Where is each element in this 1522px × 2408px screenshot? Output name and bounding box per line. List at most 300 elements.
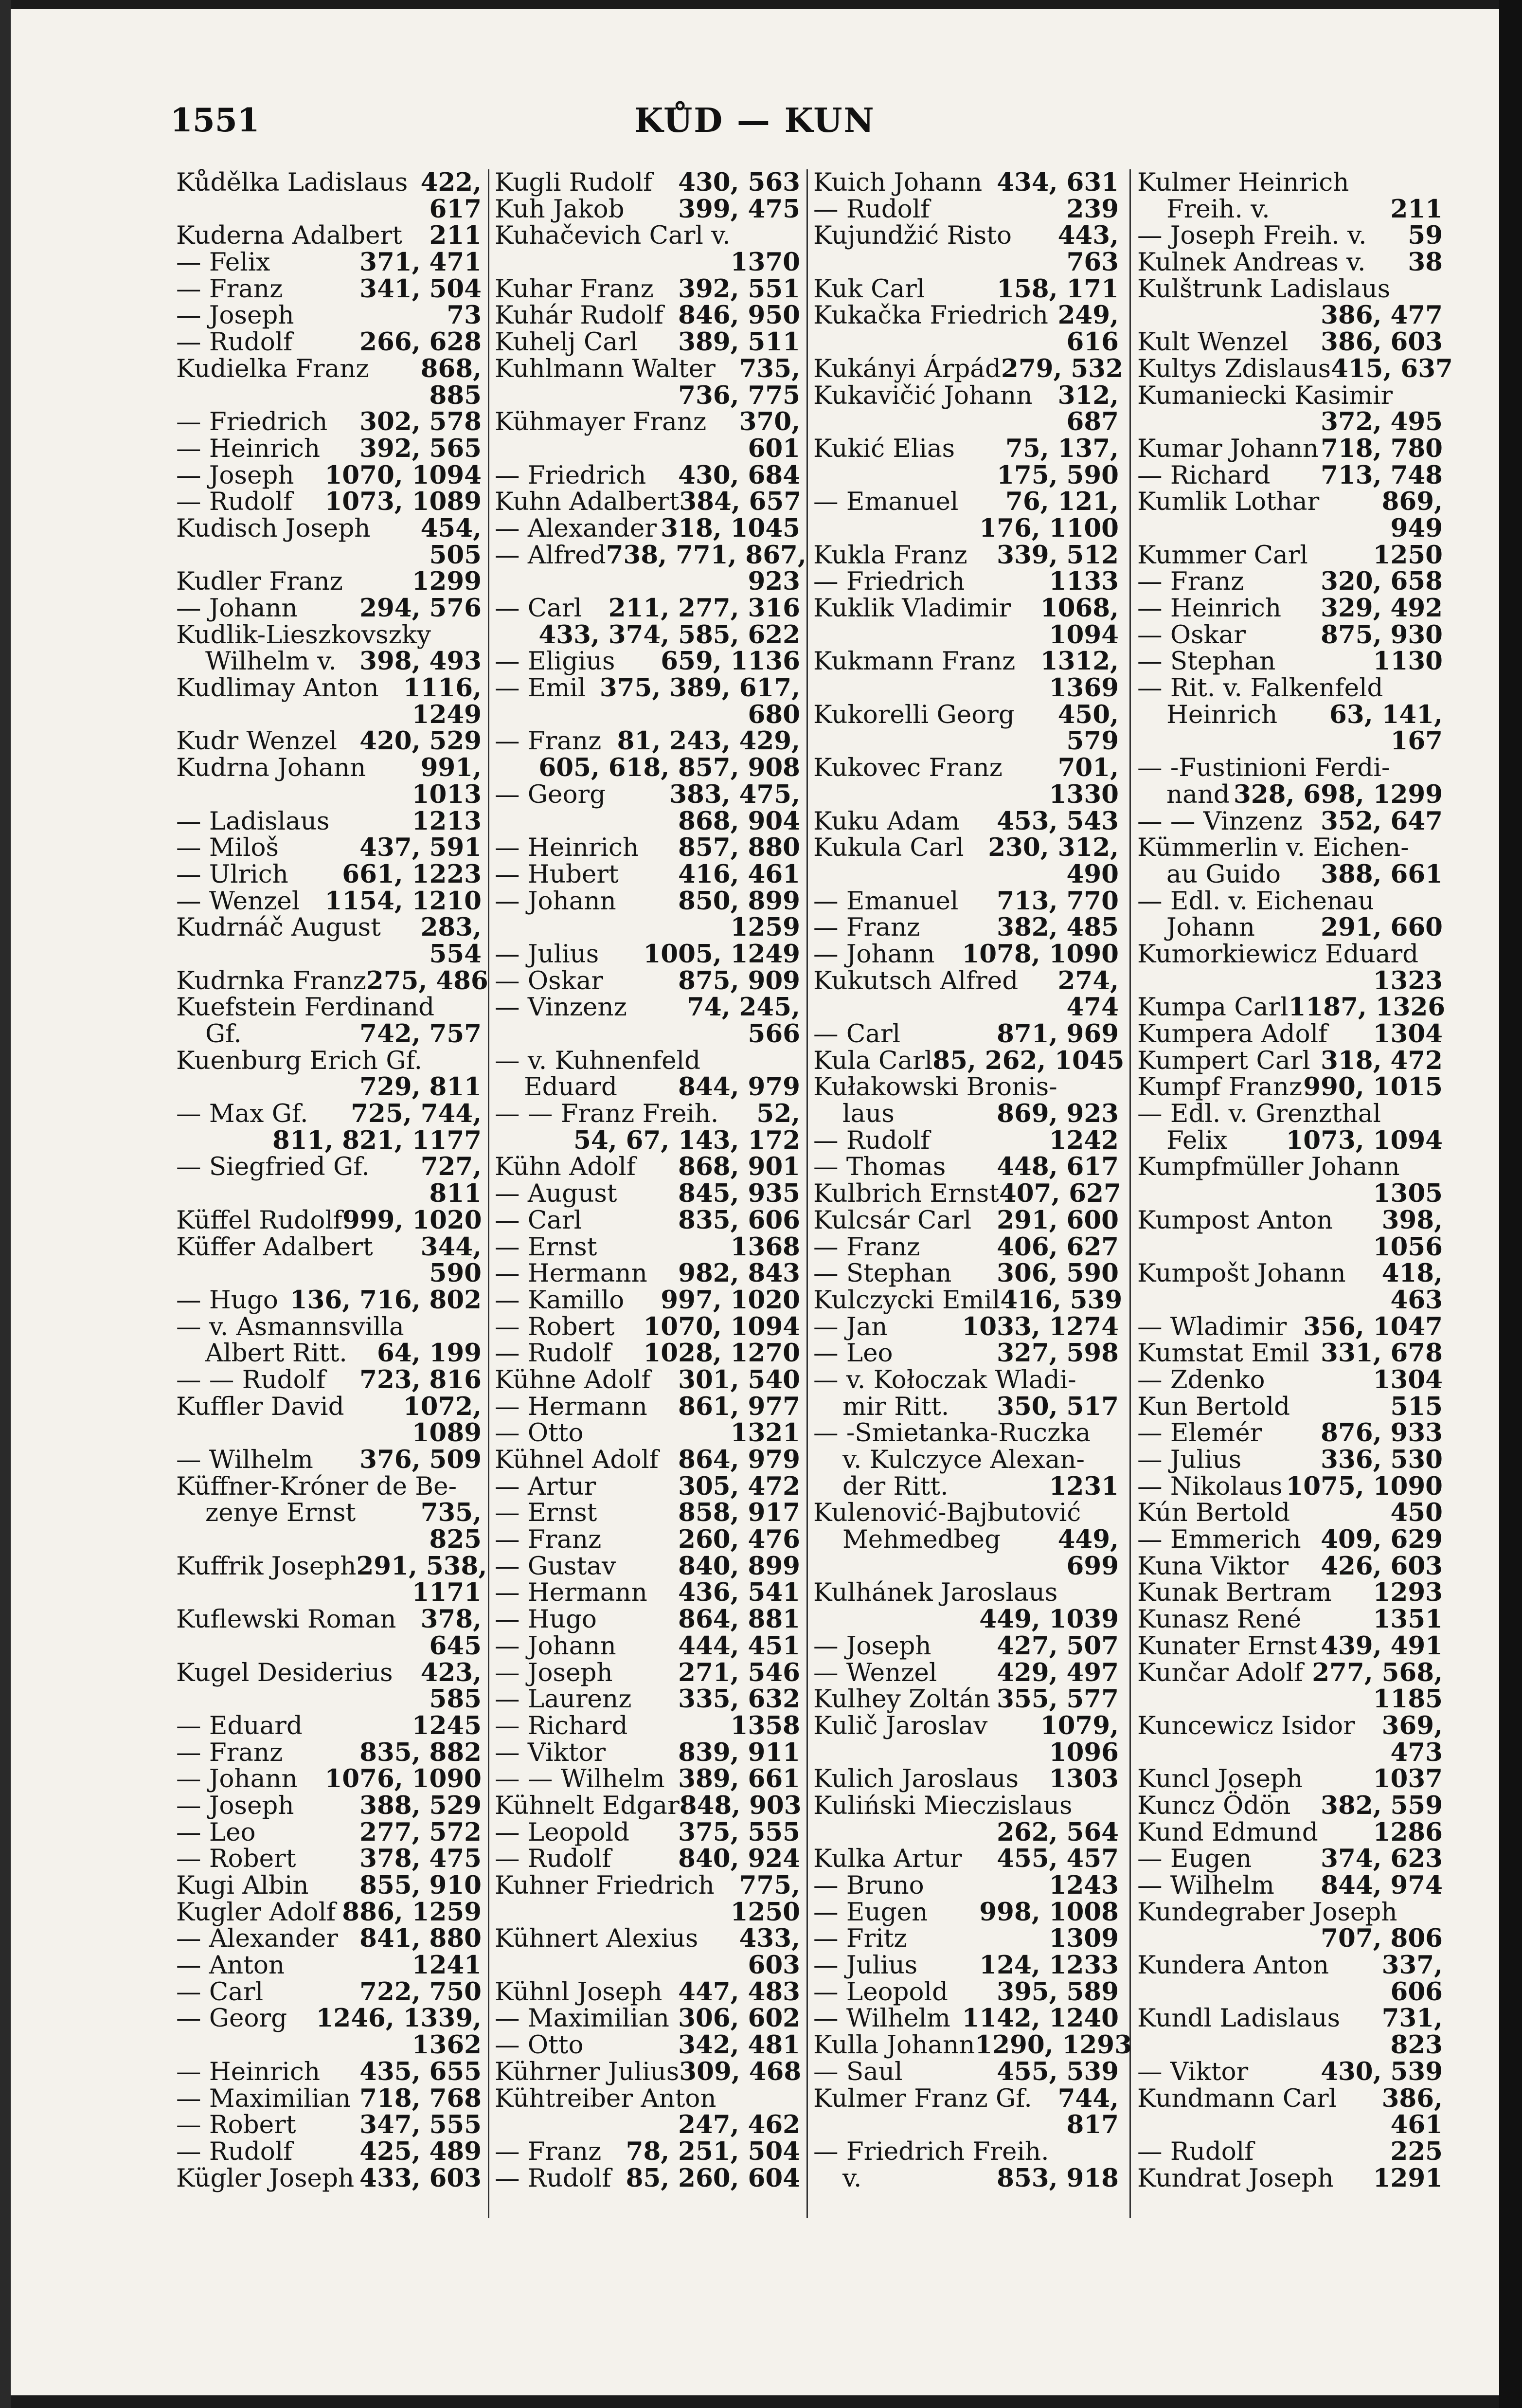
entry-pages: 54, 67, 143, 172 bbox=[573, 1125, 800, 1155]
entry-pages: 722, 750 bbox=[359, 1977, 482, 2007]
index-entry bbox=[176, 222, 482, 249]
entry-name: Kuncl Joseph bbox=[1137, 1764, 1303, 1794]
entry-name: Kudler Franz bbox=[176, 567, 343, 597]
index-entry bbox=[813, 489, 1119, 515]
index-entry bbox=[495, 728, 800, 755]
entry-pages: 566 bbox=[748, 1019, 800, 1049]
entry-pages: 415, 637 bbox=[1331, 354, 1453, 383]
entry-pages: 309, 468 bbox=[679, 2057, 802, 2086]
entry-name: Kühtreiber Anton bbox=[495, 2083, 716, 2113]
entry-pages: 302, 578 bbox=[359, 407, 482, 437]
index-entry bbox=[176, 1314, 482, 1340]
entry-pages: 1013 bbox=[412, 779, 482, 809]
entry-pages: 439, 491 bbox=[1321, 1631, 1443, 1661]
entry-name: — Vinzenz bbox=[495, 993, 627, 1022]
entry-name: — Rudolf bbox=[176, 487, 293, 517]
index-entry bbox=[176, 861, 482, 888]
entry-pages: 386, 477 bbox=[1321, 301, 1443, 330]
index-entry bbox=[176, 515, 482, 542]
entry-name: Kukorelli Georg bbox=[813, 700, 1015, 729]
index-entry bbox=[176, 1447, 482, 1473]
entry-name: v. bbox=[842, 2163, 862, 2193]
entry-name: Kühmayer Franz bbox=[495, 407, 707, 437]
entry-pages: 1321 bbox=[730, 1418, 800, 1448]
entry-name: Kuderna Adalbert bbox=[176, 221, 402, 251]
entry-pages: 990, 1015 bbox=[1303, 1072, 1443, 1102]
index-entry bbox=[813, 1952, 1119, 1979]
entry-name: — Otto bbox=[495, 1418, 584, 1448]
index-entry bbox=[1137, 1207, 1443, 1234]
entry-name: — v. Kołoczak Wladi- bbox=[813, 1365, 1076, 1394]
index-entry bbox=[1137, 1553, 1443, 1580]
entry-pages: 291, 538, bbox=[356, 1551, 487, 1581]
entry-name: — Thomas bbox=[813, 1152, 946, 1182]
index-entry bbox=[813, 1154, 1119, 1180]
entry-name: Kuncz Ödön bbox=[1137, 1791, 1291, 1820]
entry-name: Kukačka Friedrich bbox=[813, 301, 1048, 330]
index-entry bbox=[1137, 834, 1443, 861]
entry-pages: 1362 bbox=[412, 2030, 482, 2060]
index-entry bbox=[813, 1925, 1119, 1952]
entry-pages: 344, bbox=[420, 1232, 482, 1262]
index-entry bbox=[495, 1899, 800, 1926]
entry-name: — Richard bbox=[1137, 460, 1271, 490]
index-entry bbox=[813, 2030, 1132, 2060]
entry-pages: 274, bbox=[1057, 966, 1119, 996]
entry-pages: 1133 bbox=[1049, 567, 1119, 597]
entry-pages: 449, bbox=[1057, 1525, 1119, 1555]
entry-name: Kund Edmund bbox=[1137, 1817, 1318, 1847]
index-entry bbox=[176, 2032, 482, 2059]
entry-pages: 1250 bbox=[730, 1897, 800, 1927]
index-entry bbox=[176, 169, 482, 196]
index-entry bbox=[495, 329, 800, 356]
entry-name: Kuh Jakob bbox=[495, 194, 625, 224]
index-entry bbox=[813, 1074, 1119, 1101]
entry-pages: 420, 529 bbox=[359, 726, 482, 756]
index-column-4 bbox=[1137, 168, 1453, 2213]
index-entry bbox=[813, 1819, 1119, 1846]
index-entry bbox=[813, 1846, 1119, 1872]
entry-pages: 352, 647 bbox=[1321, 806, 1443, 836]
entry-pages: 422, bbox=[420, 168, 482, 197]
index-entry bbox=[813, 861, 1119, 888]
index-entry bbox=[176, 2165, 482, 2192]
entry-pages: 301, 540 bbox=[678, 1365, 800, 1394]
entry-pages: 370, bbox=[739, 407, 800, 437]
entry-name: — Ulrich bbox=[176, 859, 288, 889]
index-entry bbox=[813, 675, 1119, 702]
entry-name: Kühnl Joseph bbox=[495, 1977, 663, 2007]
entry-name: Kún Bertold bbox=[1137, 1498, 1290, 1528]
entry-name: Kudrna Johann bbox=[176, 753, 366, 783]
index-entry bbox=[813, 808, 1119, 835]
index-entry bbox=[495, 302, 800, 329]
entry-pages: 736, 775 bbox=[678, 380, 800, 410]
entry-pages: 579 bbox=[1066, 726, 1119, 756]
index-entry bbox=[813, 2005, 1119, 2032]
entry-pages: 339, 512 bbox=[997, 540, 1119, 570]
entry-pages: 356, 1047 bbox=[1303, 1312, 1443, 1341]
entry-name: Kuflewski Roman bbox=[176, 1605, 396, 1634]
index-entry bbox=[813, 1473, 1119, 1500]
entry-pages: 1037 bbox=[1373, 1764, 1443, 1794]
entry-pages: 73 bbox=[447, 301, 482, 330]
entry-pages: 864, 979 bbox=[678, 1445, 800, 1474]
index-entry bbox=[176, 1127, 482, 1154]
entry-pages: 426, 603 bbox=[1321, 1551, 1443, 1581]
book-page bbox=[11, 9, 1499, 2395]
entry-name: — Edl. v. Eichenau bbox=[1137, 886, 1374, 916]
index-entry bbox=[495, 1792, 800, 1819]
entry-name: Kukula Carl bbox=[813, 833, 964, 863]
entry-name: Wilhelm v. bbox=[205, 647, 337, 676]
entry-name: Kuich Johann bbox=[813, 168, 983, 197]
index-entry bbox=[1137, 1314, 1443, 1340]
entry-pages: 124, 1233 bbox=[979, 1951, 1119, 1980]
entry-name: — Franz bbox=[813, 913, 920, 942]
entry-name: Kulcsár Carl bbox=[813, 1205, 972, 1235]
entry-name: — Franz bbox=[495, 2136, 602, 2166]
entry-name: — Alexander bbox=[176, 1924, 338, 1954]
index-entry bbox=[813, 1579, 1119, 1606]
index-entry bbox=[1137, 568, 1443, 595]
entry-name: — Laurenz bbox=[495, 1684, 632, 1714]
index-entry bbox=[495, 1207, 800, 1234]
index-entry bbox=[1137, 435, 1443, 462]
entry-name: Kugel Desiderius bbox=[176, 1658, 393, 1687]
index-entry bbox=[495, 1394, 800, 1420]
index-entry bbox=[813, 329, 1119, 356]
entry-pages: 659, 1136 bbox=[661, 647, 800, 676]
entry-pages: 437, 591 bbox=[359, 833, 482, 863]
entry-pages: 1304 bbox=[1373, 1365, 1443, 1394]
entry-name: Kult Wenzel bbox=[1137, 327, 1289, 357]
entry-pages: 949 bbox=[1390, 513, 1443, 543]
index-entry bbox=[176, 329, 482, 356]
entry-pages: 855, 910 bbox=[359, 1871, 482, 1900]
entry-name: — Julius bbox=[495, 939, 599, 969]
entry-name: — Johann bbox=[176, 1764, 298, 1794]
entry-pages: 1068, bbox=[1040, 594, 1119, 623]
entry-pages: 857, 880 bbox=[678, 833, 800, 863]
index-entry bbox=[813, 1207, 1119, 1234]
entry-name: — Joseph bbox=[176, 460, 294, 490]
entry-name: au Guido bbox=[1166, 859, 1281, 889]
entry-pages: 1213 bbox=[412, 806, 482, 836]
entry-name: Kumaniecki Kasimir bbox=[1137, 380, 1393, 410]
entry-name: Kundl Ladislaus bbox=[1137, 2004, 1341, 2033]
index-entry bbox=[813, 1713, 1119, 1739]
entry-pages: 328, 698, 1299 bbox=[1233, 779, 1443, 809]
index-entry bbox=[495, 808, 800, 835]
index-entry bbox=[1137, 2165, 1443, 2192]
index-entry bbox=[813, 1101, 1119, 1127]
index-entry bbox=[495, 1686, 800, 1713]
entry-pages: 1187, 1326 bbox=[1288, 993, 1446, 1022]
entry-pages: 1304 bbox=[1373, 1019, 1443, 1049]
entry-name: Kulštrunk Ladislaus bbox=[1137, 274, 1391, 304]
index-entry bbox=[495, 2085, 800, 2112]
entry-name: — Rudolf bbox=[495, 1844, 611, 1874]
index-entry bbox=[495, 2032, 800, 2059]
index-entry bbox=[1137, 1500, 1443, 1526]
index-entry bbox=[1137, 249, 1443, 276]
index-entry bbox=[495, 675, 800, 702]
index-entry bbox=[495, 702, 800, 728]
entry-name: — v. Kuhnenfeld bbox=[495, 1046, 701, 1075]
index-entry bbox=[495, 1739, 800, 1766]
index-entry bbox=[813, 1553, 1119, 1580]
entry-name: — Friedrich bbox=[495, 460, 646, 490]
index-entry bbox=[1137, 595, 1443, 622]
index-entry bbox=[1137, 462, 1443, 489]
entry-pages: 341, 504 bbox=[359, 274, 482, 304]
entry-pages: 1290, 1293 bbox=[975, 2030, 1132, 2060]
entry-name: Kulhey Zoltán bbox=[813, 1684, 990, 1714]
index-entry bbox=[1137, 2085, 1443, 2112]
index-entry bbox=[495, 1101, 800, 1127]
entry-pages: 1305 bbox=[1373, 1179, 1443, 1209]
entry-name: Kukovec Franz bbox=[813, 753, 1003, 783]
entry-pages: 835, 882 bbox=[359, 1738, 482, 1767]
index-entry bbox=[1137, 302, 1443, 329]
entry-name: — Heinrich bbox=[1137, 594, 1281, 623]
index-entry bbox=[495, 356, 800, 382]
entry-pages: 433, bbox=[739, 1924, 800, 1954]
entry-name: — Leopold bbox=[813, 1977, 948, 2007]
column-rule bbox=[806, 169, 808, 2218]
entry-pages: 335, 632 bbox=[678, 1684, 800, 1714]
index-entry bbox=[495, 888, 800, 915]
entry-name: — Joseph bbox=[176, 1791, 294, 1820]
entry-name: Kukányi Árpád bbox=[813, 354, 1001, 383]
entry-name: — Wilhelm bbox=[813, 2004, 950, 2033]
entry-pages: 645 bbox=[429, 1631, 482, 1661]
entry-pages: 846, 950 bbox=[678, 301, 800, 330]
entry-pages: 835, 606 bbox=[678, 1205, 800, 1235]
index-entry bbox=[176, 1819, 482, 1846]
entry-pages: 384, 657 bbox=[679, 487, 802, 517]
index-entry bbox=[495, 755, 800, 781]
entry-name: — Friedrich bbox=[813, 567, 965, 597]
index-entry bbox=[495, 196, 800, 223]
entry-name: — Stephan bbox=[1137, 647, 1276, 676]
entry-name: Kumpera Adolf bbox=[1137, 1019, 1328, 1049]
entry-pages: 687 bbox=[1066, 407, 1119, 437]
entry-pages: 845, 935 bbox=[678, 1179, 800, 1209]
entry-name: Kümmerlin v. Eichen- bbox=[1137, 833, 1409, 863]
index-entry bbox=[813, 1340, 1119, 1367]
index-entry bbox=[495, 435, 800, 462]
entry-pages: 1073, 1094 bbox=[1286, 1125, 1443, 1155]
index-entry bbox=[1137, 1846, 1443, 1872]
index-entry bbox=[495, 1606, 800, 1633]
entry-name: Kulmer Franz Gf. bbox=[813, 2083, 1032, 2113]
entry-pages: 1323 bbox=[1373, 966, 1443, 996]
entry-pages: 38 bbox=[1408, 248, 1443, 277]
index-entry bbox=[1137, 1101, 1443, 1127]
entry-pages: 474 bbox=[1066, 993, 1119, 1022]
index-entry bbox=[495, 994, 800, 1021]
index-entry bbox=[495, 489, 800, 515]
index-entry bbox=[495, 2112, 800, 2138]
entry-name: — — Rudolf bbox=[176, 1365, 326, 1394]
entry-pages: 1351 bbox=[1373, 1605, 1443, 1634]
entry-pages: 515 bbox=[1390, 1392, 1443, 1421]
entry-pages: 78, 251, 504 bbox=[626, 2136, 800, 2166]
index-entry bbox=[1137, 1606, 1443, 1633]
entry-pages: 175, 590 bbox=[997, 460, 1119, 490]
index-entry bbox=[495, 1925, 800, 1952]
entry-pages: 886, 1259 bbox=[342, 1897, 482, 1927]
entry-pages: 998, 1008 bbox=[979, 1897, 1119, 1927]
entry-pages: 378, bbox=[420, 1605, 482, 1634]
index-entry bbox=[1137, 489, 1443, 515]
entry-pages: 858, 917 bbox=[678, 1498, 800, 1528]
entry-name: — Felix bbox=[176, 248, 270, 277]
index-entry bbox=[176, 1180, 482, 1207]
index-entry bbox=[813, 1633, 1119, 1660]
index-entry bbox=[813, 1420, 1119, 1447]
entry-pages: 371, 471 bbox=[359, 248, 482, 277]
index-entry bbox=[176, 249, 482, 276]
entry-pages: 406, 627 bbox=[997, 1232, 1119, 1262]
entry-name: — Carl bbox=[813, 1019, 901, 1049]
entry-name: — Jan bbox=[813, 1312, 888, 1341]
entry-pages: 294, 576 bbox=[359, 594, 482, 623]
entry-name: Kumpošt Johann bbox=[1137, 1259, 1346, 1288]
index-entry bbox=[495, 1447, 800, 1473]
index-entry bbox=[495, 595, 800, 622]
entry-name: Kukmann Franz bbox=[813, 647, 1016, 676]
entry-pages: 275, 486 bbox=[366, 966, 488, 996]
entry-name: — Saul bbox=[813, 2057, 903, 2086]
entry-pages: 473 bbox=[1390, 1738, 1443, 1767]
entry-name: — Viktor bbox=[1137, 2057, 1249, 2086]
entry-pages: 461 bbox=[1390, 2110, 1443, 2140]
index-entry bbox=[176, 1101, 482, 1127]
entry-pages: 398, 493 bbox=[359, 647, 482, 676]
entry-name: Kunater Ernst bbox=[1137, 1631, 1317, 1661]
entry-pages: 375, 389, 617, bbox=[599, 673, 800, 703]
index-entry bbox=[1137, 169, 1443, 196]
entry-name: — Georg bbox=[176, 2004, 287, 2033]
entry-pages: 249, bbox=[1057, 301, 1119, 330]
index-entry bbox=[176, 1048, 482, 1074]
entry-pages: 861, 977 bbox=[678, 1392, 800, 1421]
index-entry bbox=[1137, 1979, 1443, 2006]
entry-pages: 167 bbox=[1390, 726, 1443, 756]
entry-name: — -Fustinioni Ferdi- bbox=[1137, 753, 1390, 783]
entry-name: Kudielka Franz bbox=[176, 354, 369, 383]
index-entry bbox=[495, 1287, 800, 1314]
entry-pages: 291, 600 bbox=[997, 1205, 1119, 1235]
index-entry bbox=[495, 1526, 800, 1553]
entry-pages: 823 bbox=[1390, 2030, 1443, 2060]
entry-name: — Wladimir bbox=[1137, 1312, 1287, 1341]
index-entry bbox=[176, 568, 482, 595]
entry-pages: 1369 bbox=[1049, 673, 1119, 703]
index-entry bbox=[495, 1579, 800, 1606]
entry-name: Kuhn Adalbert bbox=[495, 487, 680, 517]
entry-pages: 844, 979 bbox=[678, 1072, 800, 1102]
entry-name: Kulbrich Ernst bbox=[813, 1179, 999, 1209]
index-entry bbox=[495, 1420, 800, 1447]
entry-pages: 85, 262, 1045 bbox=[932, 1046, 1125, 1075]
index-entry bbox=[176, 648, 482, 675]
column-rule bbox=[1129, 169, 1131, 2218]
entry-pages: 211 bbox=[1390, 194, 1443, 224]
entry-pages: 423, bbox=[420, 1658, 482, 1687]
index-entry bbox=[1137, 675, 1443, 702]
index-entry bbox=[176, 409, 482, 435]
entry-name: — Franz bbox=[495, 726, 602, 756]
entry-name: — Georg bbox=[495, 779, 606, 809]
entry-name: Küffner-Króner de Be- bbox=[176, 1471, 457, 1501]
index-entry bbox=[1137, 2005, 1443, 2032]
index-entry bbox=[1137, 888, 1443, 915]
entry-name: — Rudolf bbox=[495, 2163, 611, 2193]
entry-pages: 455, 457 bbox=[997, 1844, 1119, 1874]
entry-name: — Franz bbox=[813, 1232, 920, 1262]
entry-pages: 425, 489 bbox=[359, 2136, 482, 2166]
entry-name: — Julius bbox=[813, 1951, 918, 1980]
index-entry bbox=[1137, 409, 1443, 435]
entry-name: Kührner Julius bbox=[495, 2057, 680, 2086]
entry-pages: 449, 1039 bbox=[979, 1605, 1119, 1634]
entry-pages: 848, 903 bbox=[679, 1791, 802, 1820]
entry-pages: 1293 bbox=[1373, 1578, 1443, 1608]
entry-name: Kugli Rudolf bbox=[495, 168, 653, 197]
entry-pages: 1078, 1090 bbox=[962, 939, 1119, 969]
entry-name: Kulka Artur bbox=[813, 1844, 962, 1874]
entry-name: Kulenović-Bajbutović bbox=[813, 1498, 1081, 1528]
entry-name: — Wilhelm bbox=[176, 1445, 313, 1474]
entry-pages: 1070, 1094 bbox=[324, 460, 482, 490]
index-entry bbox=[176, 1925, 482, 1952]
entry-pages: 448, 617 bbox=[997, 1152, 1119, 1182]
entry-pages: 211, 277, 316 bbox=[608, 594, 800, 623]
index-entry bbox=[813, 755, 1119, 781]
index-entry bbox=[495, 1660, 800, 1686]
index-entry bbox=[495, 462, 800, 489]
index-entry bbox=[495, 2138, 800, 2165]
entry-name: — Oskar bbox=[495, 966, 604, 996]
entry-name: Kułakowski Bronis- bbox=[813, 1072, 1057, 1102]
entry-pages: 869, 923 bbox=[997, 1099, 1119, 1129]
entry-pages: 1171 bbox=[412, 1578, 482, 1608]
entry-name: — Eligius bbox=[495, 647, 615, 676]
index-entry bbox=[813, 1394, 1119, 1420]
entry-pages: 1259 bbox=[730, 913, 800, 942]
entry-pages: 991, bbox=[420, 753, 482, 783]
entry-pages: 727, bbox=[420, 1152, 482, 1182]
entry-name: Kuncewicz Isidor bbox=[1137, 1711, 1355, 1740]
entry-name: — Rudolf bbox=[813, 1125, 930, 1155]
entry-pages: 1291 bbox=[1373, 2163, 1443, 2193]
entry-name: — Siegfried Gf. bbox=[176, 1152, 370, 1182]
entry-name: Kundmann Carl bbox=[1137, 2083, 1337, 2113]
entry-name: Kukla Franz bbox=[813, 540, 967, 570]
entry-pages: 447, 483 bbox=[678, 1977, 800, 2007]
entry-name: Kukavičić Johann bbox=[813, 380, 1033, 410]
entry-pages: 369, bbox=[1381, 1711, 1443, 1740]
entry-pages: 1330 bbox=[1049, 779, 1119, 809]
index-entry bbox=[495, 2005, 800, 2032]
index-entry bbox=[176, 2138, 482, 2165]
entry-pages: 853, 918 bbox=[997, 2163, 1119, 2193]
